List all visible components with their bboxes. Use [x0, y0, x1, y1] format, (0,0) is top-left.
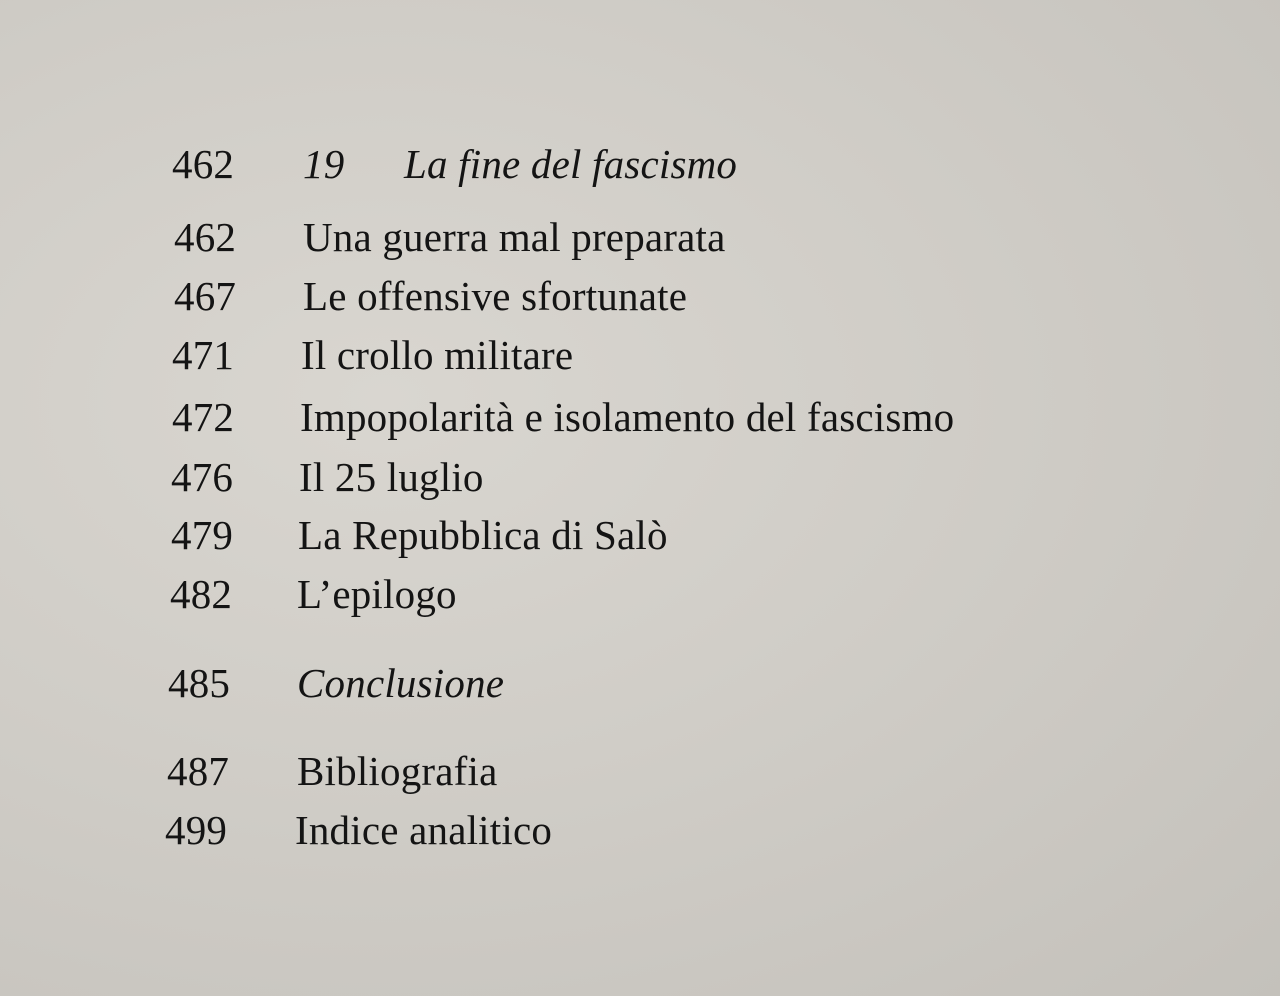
chapter-title: La fine del fascismo	[404, 141, 738, 187]
entry-page-number: 467	[174, 273, 237, 319]
entry-page-number: 472	[172, 394, 235, 440]
entry-page-number: 476	[171, 454, 234, 500]
entry-title: Il crollo militare	[301, 332, 574, 378]
entry-page-number: 479	[171, 512, 234, 558]
entry-page-number: 462	[174, 214, 237, 260]
conclusion-page-number: 485	[168, 660, 231, 706]
conclusion-title: Conclusione	[297, 660, 505, 706]
chapter-page-number: 462	[172, 141, 235, 187]
entry-page-number: 482	[170, 571, 233, 617]
entry-title: Le offensive sfortunate	[303, 273, 688, 319]
entry-title: La Repubblica di Salò	[298, 512, 668, 558]
entry-title: Impopolarità e isolamento del fascismo	[300, 394, 955, 440]
back-matter-page-number: 487	[167, 748, 230, 794]
entry-title: Il 25 luglio	[299, 454, 484, 500]
entry-title: Una guerra mal preparata	[303, 214, 726, 260]
entry-title: L’epilogo	[297, 571, 457, 617]
back-matter-page-number: 499	[165, 807, 228, 853]
entry-page-number: 471	[172, 332, 235, 378]
chapter-number: 19	[303, 141, 345, 187]
back-matter-title: Bibliografia	[297, 748, 498, 794]
back-matter-title: Indice analitico	[295, 807, 553, 853]
